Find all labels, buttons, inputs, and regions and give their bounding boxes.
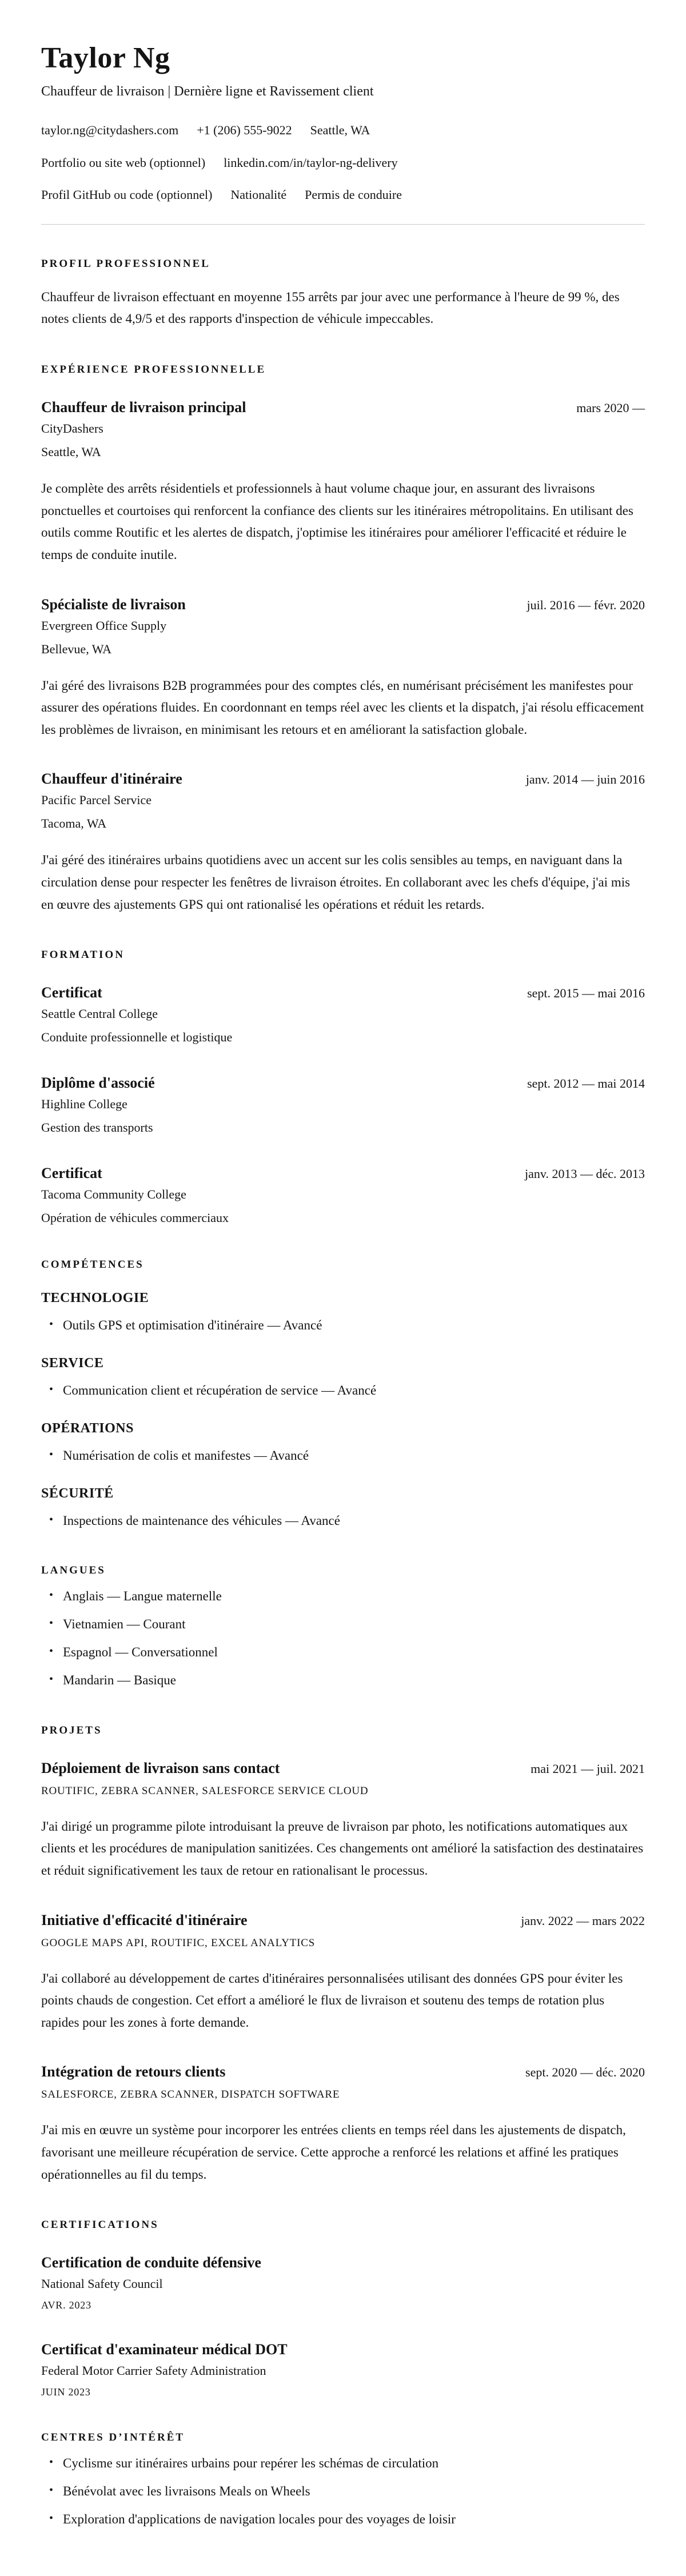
contact-row-2 [41,155,645,171]
skill-group [41,1291,645,1336]
interest-list [41,2453,645,2530]
section-languages [41,1564,645,1691]
section-interests [41,2431,645,2530]
skill-list [41,1445,645,1467]
language-item: • Anglais — Langue maternelle [41,1586,645,1607]
degree-title: Certificat [41,984,102,1001]
school-name: Seattle Central College [41,1007,158,1021]
github-text: Profil GitHub ou code (optionnel) [41,187,213,202]
project-description: J'ai mis en œuvre un système pour incorporer les entrées clients en temps réel dans les ajustements de dispatch, favorisant une meilleure récupération de service. Cette approche a renforcé les relations et affiné les pratiques opérationnelles au fil du temps. [41,2123,626,2182]
field-of-study: Opération de véhicules commerciaux [41,1211,229,1225]
project-head [41,1760,645,1777]
job-company: Pacific Parcel Service [41,793,152,808]
section-title-profile: PROFIL PROFESSIONNEL [41,257,210,270]
portfolio-text: Portfolio ou site web (optionnel) [41,155,206,170]
degree-title: Certificat [41,1165,102,1182]
skill-group-title: SERVICE [41,1356,104,1371]
language-item: • Espagnol — Conversationnel [41,1642,645,1663]
interest-item: • Cyclisme sur itinéraires urbains pour repérer les schémas de circulation [41,2453,645,2474]
project-head [41,2063,645,2080]
license-text: Permis de conduire [305,187,402,202]
school-name: Tacoma Community College [41,1187,186,1202]
project-tech: GOOGLE MAPS API, ROUTIFIC, EXCEL ANALYTICS [41,1936,316,1949]
skill-group-title: OPÉRATIONS [41,1420,134,1436]
degree-dates: sept. 2012 — mai 2014 [527,1076,645,1091]
project-tech: ROUTIFIC, ZEBRA SCANNER, SALESFORCE SERVICE CLOUD [41,1784,369,1797]
section-skills [41,1259,645,1531]
project-title: Déploiement de livraison sans contact [41,1759,280,1776]
language-item: • Vietnamien — Courant [41,1614,645,1635]
job-location: Seattle, WA [41,445,101,460]
skill-group [41,1356,645,1401]
job-company: CityDashers [41,421,103,436]
nationality-text: Nationalité [230,187,287,202]
section-title-education: FORMATION [41,949,125,961]
header-divider [41,224,645,225]
skill-group [41,1421,645,1467]
job-location: Tacoma, WA [41,816,107,831]
interest-item: • Exploration d'applications de navigation locales pour des voyages de loisir [41,2509,645,2530]
section-title-experience: EXPÉRIENCE PROFESSIONNELLE [41,364,266,376]
job-dates: janv. 2014 — juin 2016 [525,772,645,787]
section-profile [41,258,645,330]
education-item [41,1165,645,1225]
experience-item [41,770,645,916]
section-projects [41,1724,645,2186]
job-dates: mars 2020 — [576,401,645,416]
section-title-skills: COMPÉTENCES [41,1259,144,1271]
project-dates: janv. 2022 — mars 2022 [521,1913,645,1928]
experience-item [41,399,645,566]
section-education [41,949,645,1225]
linkedin-text: linkedin.com/in/taylor-ng-delivery [224,155,398,170]
certification-name: Certification de conduite défensive [41,2254,261,2271]
skill-group-title: TECHNOLOGIE [41,1291,149,1306]
job-description: Je complète des arrêts résidentiels et professionnels à haut volume chaque jour, en assurant des livraisons ponctuelles et courtoises qui renforcent la confiance des clients sur les itinéraires métropolitains. En utilisant des outils comme Routific et les alertes de dispatch, j'optimise les itinéraires pour améliorer l'efficacité et réduire le temps de conduite inutile. [41,481,633,562]
section-experience [41,364,645,916]
education-head [41,1075,645,1092]
job-dates: juil. 2016 — févr. 2020 [527,597,645,612]
education-head [41,1165,645,1182]
skill-item: • Numérisation de colis et manifestes — Avancé [41,1445,645,1467]
skill-group [41,1486,645,1532]
section-title-projects: PROJETS [41,1724,102,1736]
skill-list [41,1315,645,1336]
skill-item: • Outils GPS et optimisation d'itinéraire — Avancé [41,1315,645,1336]
skill-list [41,1380,645,1401]
section-title-certifications: CERTIFICATIONS [41,2219,159,2231]
project-title: Initiative d'efficacité d'itinéraire [41,1911,248,1928]
experience-item [41,596,645,741]
job-title: Chauffeur de livraison principal [41,399,246,416]
project-head [41,1912,645,1929]
skill-list [41,1511,645,1532]
skill-item: • Inspections de maintenance des véhicules — Avancé [41,1511,645,1532]
headline: Chauffeur de livraison | Dernière ligne et Ravissement client [41,84,374,99]
certification-name: Certificat d'examinateur médical DOT [41,2341,288,2358]
certification-date: AVR. 2023 [41,2299,91,2311]
phone-text: +1 (206) 555-9022 [197,123,292,137]
contact-row-1 [41,122,645,139]
section-certifications [41,2219,645,2398]
certification-issuer: National Safety Council [41,2277,163,2291]
project-title: Intégration de retours clients [41,2063,226,2080]
experience-head [41,399,645,416]
job-location: Bellevue, WA [41,641,112,656]
degree-dates: janv. 2013 — déc. 2013 [525,1167,645,1181]
project-description: J'ai dirigé un programme pilote introduisant la preuve de livraison par photo, les notifications automatiques aux clients et les procédures de manipulation sanitizées. Ces changements ont amélioré la satisfaction des destinataires et réduit significativement les taux de retour en rationalisant le processus. [41,1819,644,1878]
section-title-interests: CENTRES D’INTÉRÊT [41,2431,185,2444]
education-item [41,1075,645,1135]
skill-item: • Communication client et récupération de service — Avancé [41,1380,645,1401]
language-list [41,1586,645,1691]
experience-head [41,596,645,613]
education-head [41,984,645,1001]
email-text: taylor.ng@citydashers.com [41,123,179,137]
project-item [41,1912,645,2034]
project-item [41,2063,645,2186]
certification-issuer: Federal Motor Carrier Safety Administration [41,2363,266,2378]
skill-group-title: SÉCURITÉ [41,1485,114,1501]
field-of-study: Conduite professionnelle et logistique [41,1030,233,1045]
project-dates: sept. 2020 — déc. 2020 [525,2065,645,2080]
location-text: Seattle, WA [310,123,370,137]
degree-dates: sept. 2015 — mai 2016 [527,986,645,1001]
section-title-languages: LANGUES [41,1564,106,1577]
experience-head [41,770,645,788]
job-title: Chauffeur d'itinéraire [41,770,182,788]
profile-summary: Chauffeur de livraison effectuant en moyenne 155 arrêts par jour avec une performance à l'heure de 99 %, des notes clients de 4,9/5 et des rapports d'inspection de véhicule impeccables. [41,289,620,326]
field-of-study: Gestion des transports [41,1120,153,1135]
language-item: • Mandarin — Basique [41,1670,645,1691]
job-title: Spécialiste de livraison [41,596,186,613]
project-item [41,1760,645,1882]
contact-row-3 [41,187,645,203]
education-item [41,984,645,1045]
degree-title: Diplôme d'associé [41,1075,155,1092]
job-description: J'ai géré des livraisons B2B programmées pour des comptes clés, en numérisant précisément les manifestes pour assurer des opérations fluides. En coordonnant en temps réel avec les clients et la dispatch, j'ai résolu efficacement les problèmes de livraison, en minimisant les retours et en améliorant la satisfaction globale. [41,678,644,737]
school-name: Highline College [41,1097,127,1112]
person-name: Taylor Ng [41,42,170,74]
project-dates: mai 2021 — juil. 2021 [531,1761,645,1776]
project-description: J'ai collaboré au développement de cartes d'itinéraires personnalisées utilisant des données GPS pour éviter les points chauds de congestion. Cet effort a amélioré le flux de livraison et soutenu des temps de rotation plus rapides pour les zones à forte demande. [41,1971,623,2030]
job-company: Evergreen Office Supply [41,618,167,633]
job-description: J'ai géré des itinéraires urbains quotidiens avec un accent sur les colis sensibles au temps, en naviguant dans la circulation dense pour respecter les fenêtres de livraison étroites. En collaborant avec les chefs d'équipe, j'ai mis en œuvre des ajustements GPS qui ont rationalisé les opérations et réduit les retards. [41,853,631,912]
project-tech: SALESFORCE, ZEBRA SCANNER, DISPATCH SOFTWARE [41,2088,340,2101]
interest-item: • Bénévolat avec les livraisons Meals on Wheels [41,2481,645,2502]
certification-date: JUIN 2023 [41,2386,91,2398]
resume-header [41,41,645,225]
certification-item [41,2341,645,2398]
certification-item [41,2254,645,2311]
